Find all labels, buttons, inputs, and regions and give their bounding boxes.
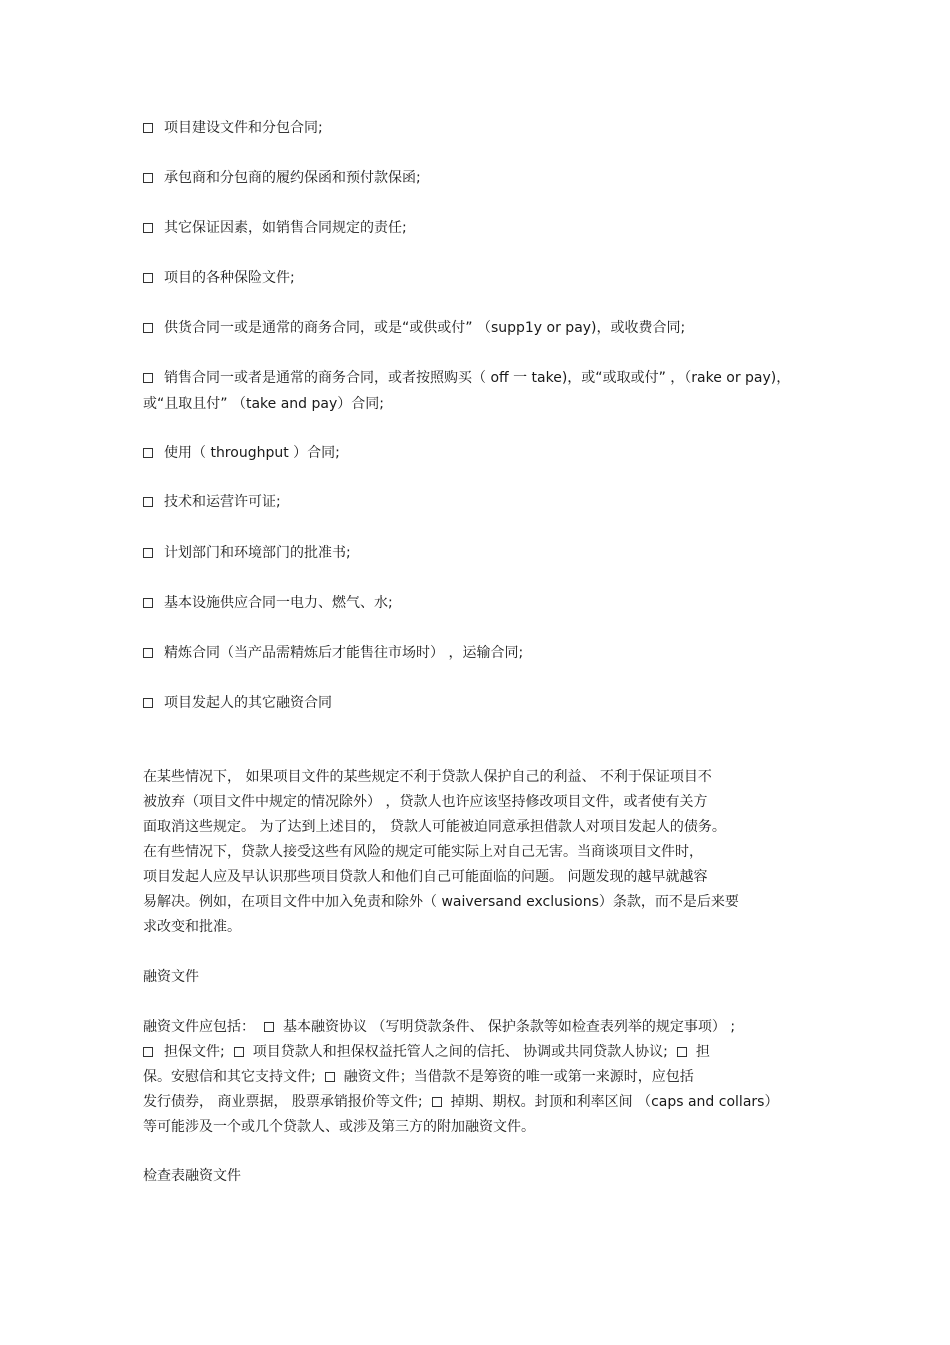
checkbox-icon — [143, 123, 153, 133]
list-item-text: 技术和运营许可证; — [164, 494, 281, 510]
list-item-text: 供货合同一或是通常的商务合同，或是“或供或付” （supp1y or pay)，或收费合同; — [164, 320, 686, 336]
list-item — [143, 590, 813, 616]
checkbox-icon — [143, 273, 153, 283]
paragraph-line — [143, 1065, 813, 1090]
paragraph-line: 被放弃（项目文件中规定的情况除外） ，贷款人也许应该坚持修改项目文件，或者使有关方 — [143, 794, 708, 810]
checkbox-icon — [677, 1047, 687, 1057]
paragraph-text: 融资文件；当借款不是筹资的唯一或第一来源时，应包括 — [343, 1069, 694, 1085]
paragraph-text: 发行债券， 商业票据， 股票承销报价等文件; — [143, 1094, 423, 1110]
checkbox-icon — [143, 598, 153, 608]
paragraph-loan-provisions — [143, 765, 813, 940]
checkbox-icon — [325, 1072, 335, 1082]
paragraph-line — [143, 1040, 813, 1065]
list-item-text: 销售合同一或者是通常的商务合同，或者按照购买（ off 一 take)，或“或取或付” ，（rake or pay)，或“且取且付” （take and pay）合同; — [143, 370, 791, 412]
section-heading-financing-documents: 融资文件 — [143, 969, 199, 985]
list-item-text: 承包商和分包商的履约保函和预付款保函; — [164, 170, 421, 186]
list-item-text: 计划部门和环境部门的批准书; — [164, 545, 351, 561]
checkbox-icon — [432, 1097, 442, 1107]
checkbox-icon — [143, 323, 153, 333]
list-item-text: 项目建设文件和分包合同; — [164, 120, 323, 136]
section-heading-checklist: 检查表融资文件 — [143, 1168, 241, 1184]
paragraph-line — [143, 1015, 813, 1040]
checkbox-icon — [264, 1022, 274, 1032]
checkbox-icon — [143, 448, 153, 458]
list-item — [143, 640, 813, 666]
checkbox-icon — [143, 1047, 153, 1057]
paragraph-text: 保。安慰信和其它支持文件; — [143, 1069, 316, 1085]
paragraph-line — [143, 1090, 813, 1115]
list-item-text: 使用（ throughput ）合同; — [164, 445, 340, 461]
paragraph-line: 面取消这些规定。 为了达到上述目的， 贷款人可能被迫同意承担借款人对项目发起人的债务。 — [143, 819, 726, 835]
list-item — [143, 365, 813, 417]
paragraph-line: 等可能涉及一个或几个贷款人、或涉及第三方的附加融资文件。 — [143, 1119, 535, 1135]
paragraph-text: 融资文件应包括： — [143, 1019, 255, 1035]
list-item — [143, 115, 813, 141]
list-item-text: 项目发起人的其它融资合同 — [164, 695, 332, 711]
paragraph-text: 基本融资协议 （写明贷款条件、 保护条款等如检查表列举的规定事项） ; — [283, 1019, 736, 1035]
list-item — [143, 315, 813, 341]
list-item — [143, 540, 813, 566]
paragraph-line: 在有些情况下，贷款人接受这些有风险的规定可能实际上对自己无害。当商谈项目文件时， — [143, 844, 703, 860]
checkbox-icon — [234, 1047, 244, 1057]
list-item — [143, 165, 813, 191]
list-item — [143, 489, 813, 515]
paragraph-text: 项目贷款人和担保权益托管人之间的信托、 协调或共同贷款人协议; — [252, 1044, 668, 1060]
paragraph-financing-documents — [143, 1015, 813, 1140]
checkbox-icon — [143, 223, 153, 233]
list-item-text: 精炼合同（当产品需精炼后才能售往市场时） ，运输合同; — [164, 645, 524, 661]
checkbox-icon — [143, 698, 153, 708]
list-item — [143, 690, 813, 716]
list-item-text: 基本设施供应合同一电力、燃气、水; — [164, 595, 393, 611]
checkbox-icon — [143, 648, 153, 658]
paragraph-line: 求改变和批准。 — [143, 919, 241, 935]
paragraph-line: 易解决。例如，在项目文件中加入免责和除外（ waiversand exclusions）条款，而不是后来要 — [143, 894, 739, 910]
checkbox-icon — [143, 373, 153, 383]
paragraph-line: 在某些情况下， 如果项目文件的某些规定不利于贷款人保护自己的利益、 不利于保证项目不 — [143, 769, 712, 785]
checkbox-icon — [143, 497, 153, 507]
list-item — [143, 440, 813, 466]
list-item-text: 其它保证因素，如销售合同规定的责任; — [164, 220, 407, 236]
list-item-text: 项目的各种保险文件; — [164, 270, 295, 286]
list-item — [143, 265, 813, 291]
checkbox-icon — [143, 173, 153, 183]
list-item — [143, 215, 813, 241]
paragraph-text: 担保文件; — [164, 1044, 225, 1060]
checkbox-icon — [143, 548, 153, 558]
paragraph-text: 掉期、期权。封顶和利率区间 （caps and collars） — [450, 1094, 779, 1110]
paragraph-line: 项目发起人应及早认识那些项目贷款人和他们自己可能面临的问题。 问题发现的越早就越容 — [143, 869, 708, 885]
paragraph-text: 担 — [695, 1044, 710, 1060]
